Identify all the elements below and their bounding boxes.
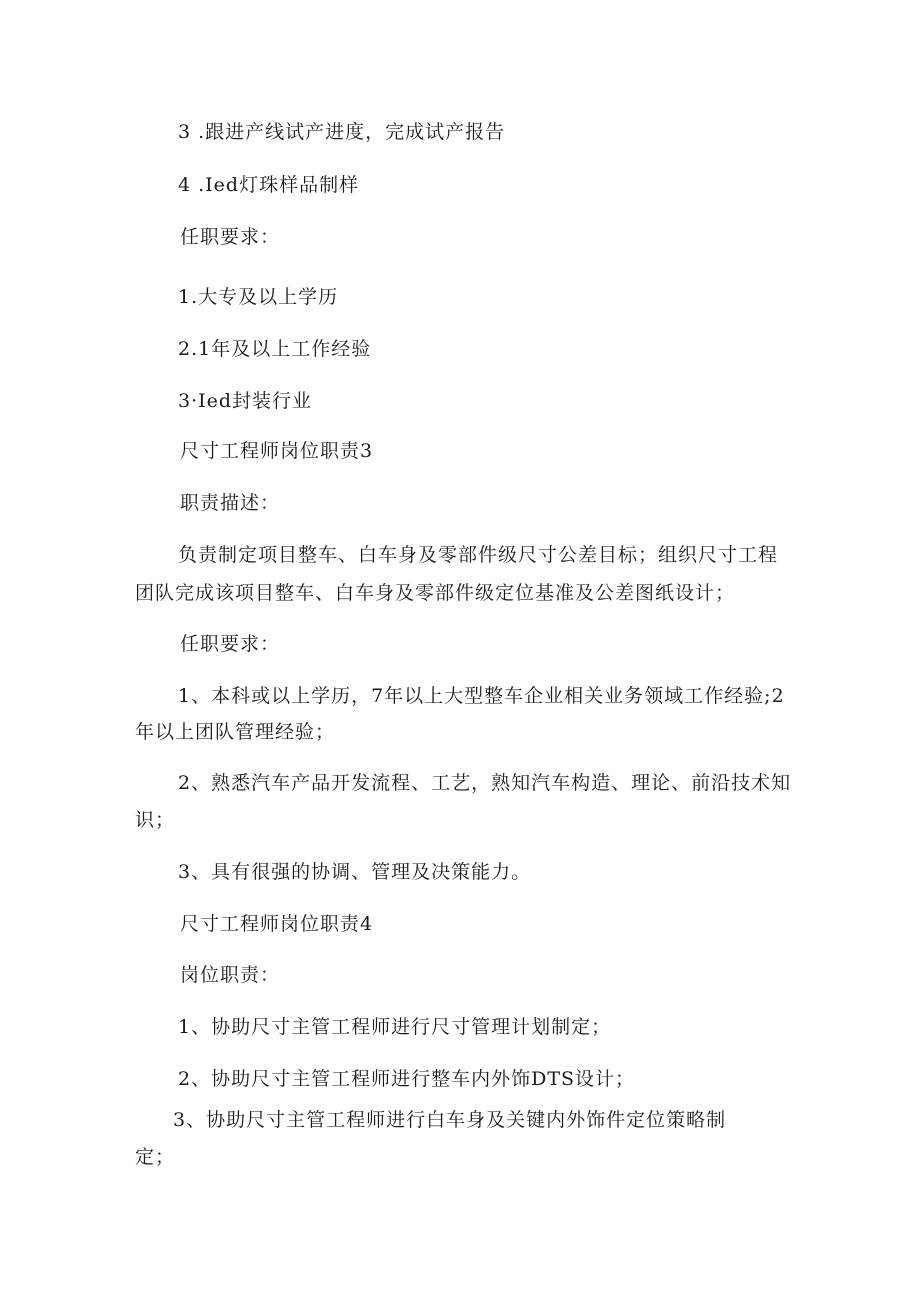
section-title-job-3: 尺寸工程师岗位职责3 bbox=[180, 440, 374, 462]
list-item-line: 3、具有很强的协调、管理及决策能力。 bbox=[178, 861, 532, 883]
list-item-line: 1、协助尺寸主管工程师进行尺寸管理计划制定； bbox=[178, 1016, 612, 1038]
list-item-line: 3、协助尺寸主管工程师进行白车身及关键内外饰件定位策略制 bbox=[173, 1109, 727, 1131]
list-item-line: 识； bbox=[135, 809, 176, 831]
list-item-led-sample: 4 .Ied灯珠样品制样 bbox=[178, 174, 360, 196]
list-item-line: 2、熟悉汽车产品开发流程、工艺，熟知汽车构造、理论、前沿技术知 bbox=[178, 772, 792, 794]
list-item-education: 1.大专及以上学历 bbox=[178, 286, 339, 308]
paragraph-line: 团队完成该项目整车、白车身及零部件级定位基准及公差图纸设计； bbox=[135, 582, 736, 604]
list-item-line: 定； bbox=[135, 1146, 176, 1168]
section-title-job-4: 尺寸工程师岗位职责4 bbox=[180, 913, 374, 935]
list-item-industry: 3·Ied封装行业 bbox=[178, 390, 313, 412]
section-heading-requirements: 任职要求： bbox=[180, 633, 281, 655]
list-item-line: 2、协助尺寸主管工程师进行整车内外饰DTS设计； bbox=[178, 1068, 636, 1090]
section-heading-description: 职责描述： bbox=[180, 492, 281, 514]
list-item-line: 年以上团队管理经验； bbox=[135, 721, 336, 743]
list-item-trial-production: 3 .跟进产线试产进度，完成试产报告 bbox=[178, 121, 506, 143]
list-item-experience: 2.1年及以上工作经验 bbox=[178, 338, 372, 360]
list-item-line: 1、本科或以上学历，7年以上大型整车企业相关业务领域工作经验;2 bbox=[178, 685, 785, 707]
section-heading-requirements: 任职要求： bbox=[180, 226, 281, 248]
section-heading-duties: 岗位职责： bbox=[180, 964, 281, 986]
paragraph-line: 负责制定项目整车、白车身及零部件级尺寸公差目标；组织尺寸工程 bbox=[178, 544, 779, 566]
